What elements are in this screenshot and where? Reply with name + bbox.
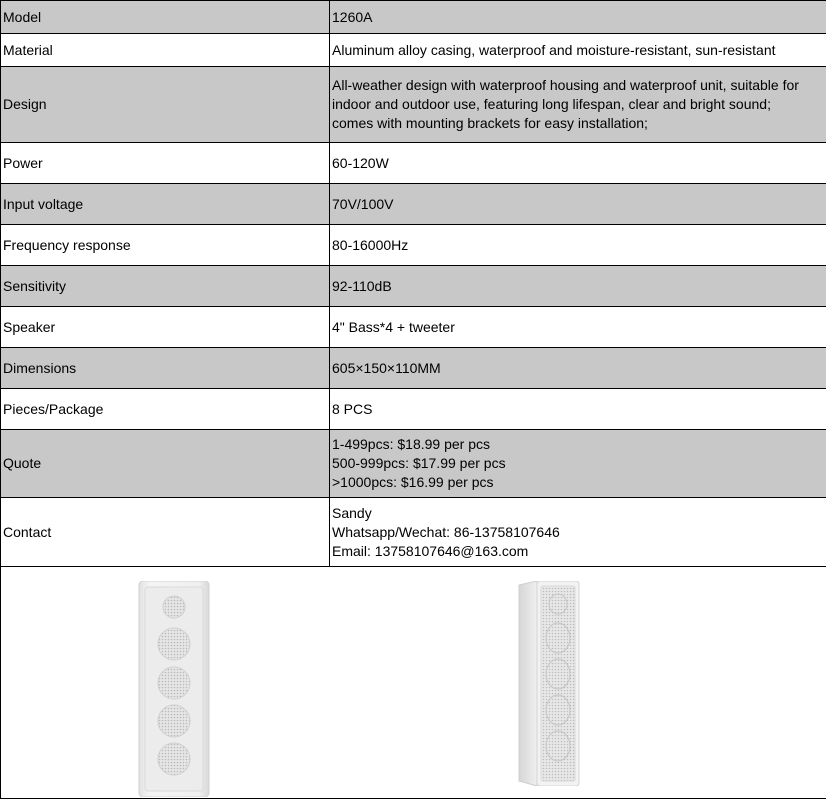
value-cell: 60-120W — [330, 143, 826, 184]
label-cell: Contact — [1, 498, 330, 567]
label-cell: Speaker — [1, 307, 330, 348]
row-dimensions — [1, 348, 826, 389]
row-sensitivity — [1, 266, 826, 307]
row-model — [1, 1, 826, 34]
label-cell: Frequency response — [1, 225, 330, 266]
row-material — [1, 34, 826, 67]
value-cell: 80-16000Hz — [330, 225, 826, 266]
product-image-cell — [1, 567, 826, 799]
product-image-row — [1, 567, 826, 799]
value-cell: Sandy Whatsapp/Wechat: 86-13758107646 Email: 13758107646@163.com — [330, 498, 826, 567]
speaker-angle-image — [515, 581, 581, 786]
label-cell: Dimensions — [1, 348, 330, 389]
value-cell: All-weather design with waterproof housing and waterproof unit, suitable for indoor and outdoor use, featuring long lifespan, clear and bright sound; comes with mounting brackets for easy installation; — [330, 67, 826, 143]
value-cell: 70V/100V — [330, 184, 826, 225]
value-cell: 4" Bass*4 + tweeter — [330, 307, 826, 348]
label-cell: Input voltage — [1, 184, 330, 225]
row-design — [1, 67, 826, 143]
row-pieces-package — [1, 389, 826, 430]
row-contact — [1, 498, 826, 567]
row-input-voltage — [1, 184, 826, 225]
speaker-front-image — [137, 581, 211, 797]
value-cell: 1260A — [330, 1, 826, 34]
label-cell: Quote — [1, 430, 330, 498]
value-cell: Aluminum alloy casing, waterproof and moisture-resistant, sun-resistant — [330, 34, 826, 67]
value-cell: 8 PCS — [330, 389, 826, 430]
row-speaker — [1, 307, 826, 348]
label-cell: Material — [1, 34, 330, 67]
value-cell: 92-110dB — [330, 266, 826, 307]
row-quote — [1, 430, 826, 498]
label-cell: Design — [1, 67, 330, 143]
value-cell: 605×150×110MM — [330, 348, 826, 389]
row-frequency-response — [1, 225, 826, 266]
row-power — [1, 143, 826, 184]
label-cell: Model — [1, 1, 330, 34]
label-cell: Pieces/Package — [1, 389, 330, 430]
value-cell: 1-499pcs: $18.99 per pcs 500-999pcs: $17.99 per pcs >1000pcs: $16.99 per pcs — [330, 430, 826, 498]
label-cell: Power — [1, 143, 330, 184]
label-cell: Sensitivity — [1, 266, 330, 307]
